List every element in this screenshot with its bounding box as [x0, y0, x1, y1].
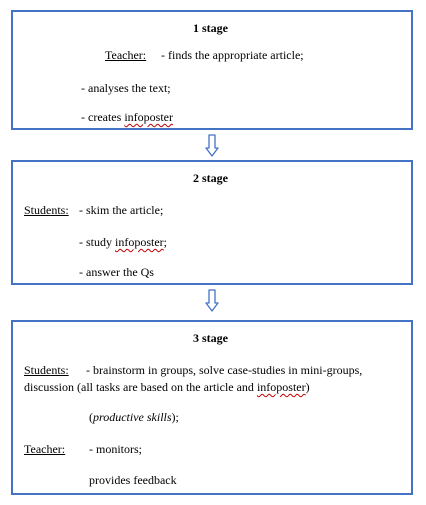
stage-2-line-2-prefix: - study	[79, 235, 115, 249]
stage-1-title: 1 stage	[193, 21, 228, 35]
stage-3-title: 3 stage	[193, 331, 228, 345]
stage-2-box	[11, 160, 413, 285]
stage-1-infoposter-word: infoposter	[124, 110, 173, 124]
stage-1-line-2: - analyses the text;	[81, 81, 171, 95]
stage-3-infoposter-word: infoposter	[256, 380, 306, 394]
stage-3-line-4: - monitors;	[89, 442, 142, 456]
stage-3-line-2-suffix: )	[305, 380, 310, 394]
stage-3-box	[11, 320, 413, 495]
stage-2-students-label: Students:	[24, 203, 69, 217]
stage-2-line-2-suffix: ;	[163, 235, 167, 249]
stage-3-teacher-label: Teacher:	[24, 442, 66, 456]
stage-1-line-3-prefix: - creates	[81, 110, 125, 124]
stage-1-teacher-label: Teacher:	[105, 48, 147, 62]
stage-2-line-1: - skim the article;	[79, 203, 164, 217]
stage-2-title: 2 stage	[193, 171, 228, 185]
stage-3-line-5: provides feedback	[89, 473, 177, 487]
stage-3-line-3-open: (	[89, 410, 93, 424]
stage-2-line-2	[79, 235, 167, 250]
stage-3-students-label: Students:	[24, 363, 69, 377]
stage-2-line-3: - answer the Qs	[79, 265, 154, 279]
stage-3-line-3-close: );	[171, 410, 179, 424]
stage-3-line-3	[89, 410, 179, 425]
stage-3-line-2-prefix: discussion (all tasks are based on the article and	[24, 380, 257, 394]
stage-2-infoposter-word: infoposter	[115, 235, 164, 249]
stage-3-line-1: - brainstorm in groups, solve case-studies in mini-groups,	[86, 363, 363, 377]
down-arrow-icon-1	[205, 134, 219, 158]
down-arrow-icon-2	[205, 289, 219, 313]
stage-3-line-2	[24, 380, 310, 395]
stage-3-productive-skills: productive skills	[93, 410, 172, 424]
stage-1-line-3	[81, 110, 173, 125]
stage-1-box	[11, 10, 413, 130]
stage-1-line-1: - finds the appropriate article;	[161, 48, 304, 62]
